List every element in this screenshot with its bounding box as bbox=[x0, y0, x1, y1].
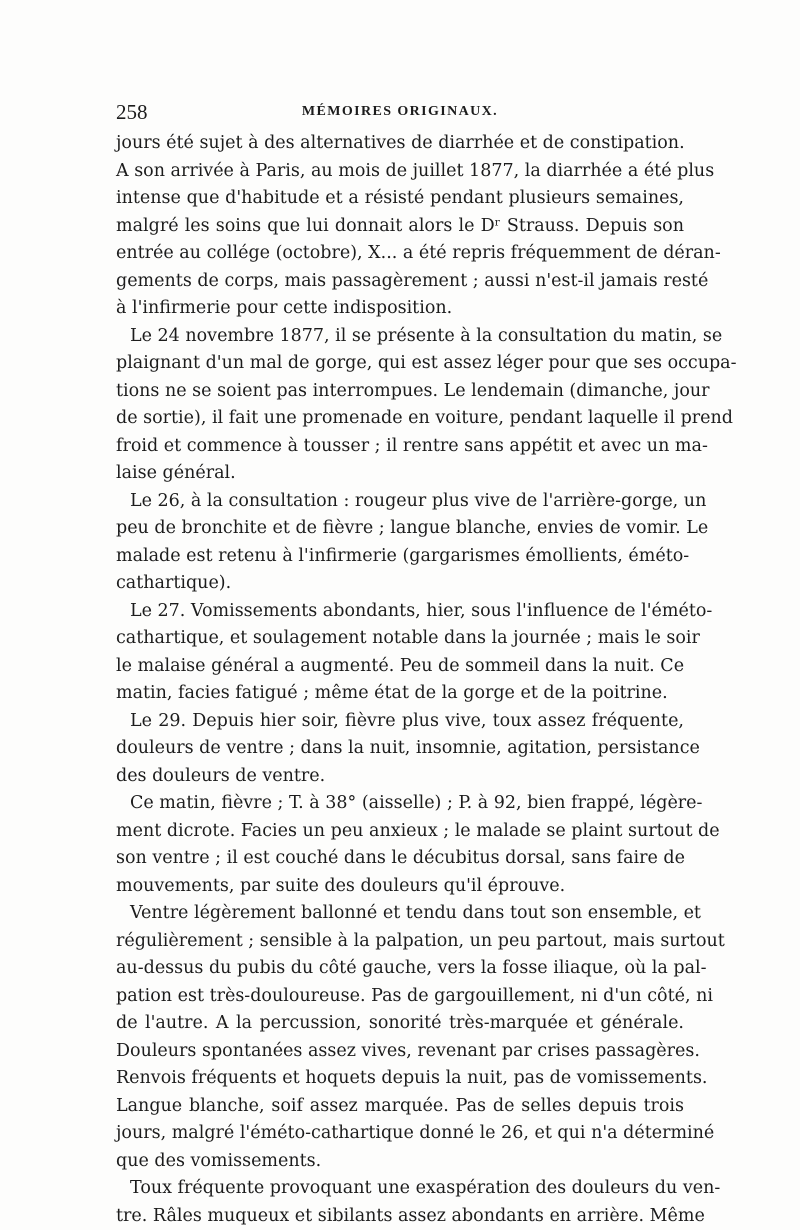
text-line: Ventre légèrement ballonné et tendu dans tout son ensemble, et bbox=[116, 900, 684, 928]
text-line: tions ne se soient pas interrompues. Le lendemain (dimanche, jour bbox=[116, 378, 684, 406]
paragraph bbox=[116, 130, 684, 323]
text-line: peu de bronchite et de fièvre ; langue blanche, envies de vomir. Le bbox=[116, 515, 684, 543]
text-line: que des vomissements. bbox=[116, 1148, 684, 1176]
running-title: MÉMOIRES ORIGINAUX. bbox=[116, 103, 684, 121]
text-line: Le 27. Vomissements abondants, hier, sous l'influence de l'éméto- bbox=[116, 598, 684, 626]
text-line: à l'infirmerie pour cette indisposition. bbox=[116, 295, 684, 323]
text-line: jours, malgré l'éméto-cathartique donné le 26, et qui n'a déterminé bbox=[116, 1120, 684, 1148]
text-line: gements de corps, mais passagèrement ; aussi n'est-il jamais resté bbox=[116, 268, 684, 296]
text-line: douleurs de ventre ; dans la nuit, insomnie, agitation, persistance bbox=[116, 735, 684, 763]
page-number: 258 bbox=[116, 100, 148, 124]
text-line: froid et commence à tousser ; il rentre sans appétit et avec un ma- bbox=[116, 433, 684, 461]
text-line: intense que d'habitude et a résisté pendant plusieurs semaines, bbox=[116, 185, 684, 213]
text-line: tre. Râles muqueux et sibilants assez abondants en arrière. Même bbox=[116, 1203, 684, 1230]
text-line: jours été sujet à des alternatives de diarrhée et de constipation. bbox=[116, 130, 684, 158]
paragraph bbox=[116, 1175, 684, 1230]
text-line: de sortie), il fait une promenade en voiture, pendant laquelle il prend bbox=[116, 405, 684, 433]
text-line: A son arrivée à Paris, au mois de juillet 1877, la diarrhée a été plus bbox=[116, 158, 684, 186]
paragraph bbox=[116, 790, 684, 900]
paragraph bbox=[116, 323, 684, 488]
paragraph bbox=[116, 598, 684, 708]
text-line: Ce matin, fièvre ; T. à 38° (aisselle) ; P. à 92, bien frappé, légère- bbox=[116, 790, 684, 818]
text-line: mouvements, par suite des douleurs qu'il éprouve. bbox=[116, 873, 684, 901]
paragraph bbox=[116, 900, 684, 1175]
text-line: malgré les soins que lui donnait alors le Dʳ Strauss. Depuis son bbox=[116, 213, 684, 241]
paragraph bbox=[116, 708, 684, 791]
text-line: laise général. bbox=[116, 460, 684, 488]
text-line: Le 24 novembre 1877, il se présente à la consultation du matin, se bbox=[116, 323, 684, 351]
text-line: plaignant d'un mal de gorge, qui est assez léger pour que ses occupa- bbox=[116, 350, 684, 378]
text-line: Renvois fréquents et hoquets depuis la nuit, pas de vomissements. bbox=[116, 1065, 684, 1093]
text-line: au-dessus du pubis du côté gauche, vers la fosse iliaque, où la pal- bbox=[116, 955, 684, 983]
text-line: matin, facies fatigué ; même état de la gorge et de la poitrine. bbox=[116, 680, 684, 708]
text-line: son ventre ; il est couché dans le décubitus dorsal, sans faire de bbox=[116, 845, 684, 873]
page-body bbox=[116, 130, 684, 1230]
text-line: cathartique). bbox=[116, 570, 684, 598]
text-line: Le 26, à la consultation : rougeur plus vive de l'arrière-gorge, un bbox=[116, 488, 684, 516]
text-line: Le 29. Depuis hier soir, fièvre plus vive, toux assez fréquente, bbox=[116, 708, 684, 736]
text-line: des douleurs de ventre. bbox=[116, 763, 684, 791]
text-line: cathartique, et soulagement notable dans la journée ; mais le soir bbox=[116, 625, 684, 653]
text-line: entrée au collége (octobre), X... a été repris fréquemment de déran- bbox=[116, 240, 684, 268]
text-line: régulièrement ; sensible à la palpation, un peu partout, mais surtout bbox=[116, 928, 684, 956]
text-line: Langue blanche, soif assez marquée. Pas de selles depuis trois bbox=[116, 1093, 684, 1121]
text-line: malade est retenu à l'infirmerie (gargarismes émollients, éméto- bbox=[116, 543, 684, 571]
text-line: de l'autre. A la percussion, sonorité très-marquée et générale. bbox=[116, 1010, 684, 1038]
text-line: pation est très-douloureuse. Pas de gargouillement, ni d'un côté, ni bbox=[116, 983, 684, 1011]
page-header bbox=[116, 100, 684, 124]
text-line: Douleurs spontanées assez vives, revenant par crises passagères. bbox=[116, 1038, 684, 1066]
paragraph bbox=[116, 488, 684, 598]
text-line: Toux fréquente provoquant une exaspération des douleurs du ven- bbox=[116, 1175, 684, 1203]
text-line: ment dicrote. Facies un peu anxieux ; le malade se plaint surtout de bbox=[116, 818, 684, 846]
text-line: le malaise général a augmenté. Peu de sommeil dans la nuit. Ce bbox=[116, 653, 684, 681]
